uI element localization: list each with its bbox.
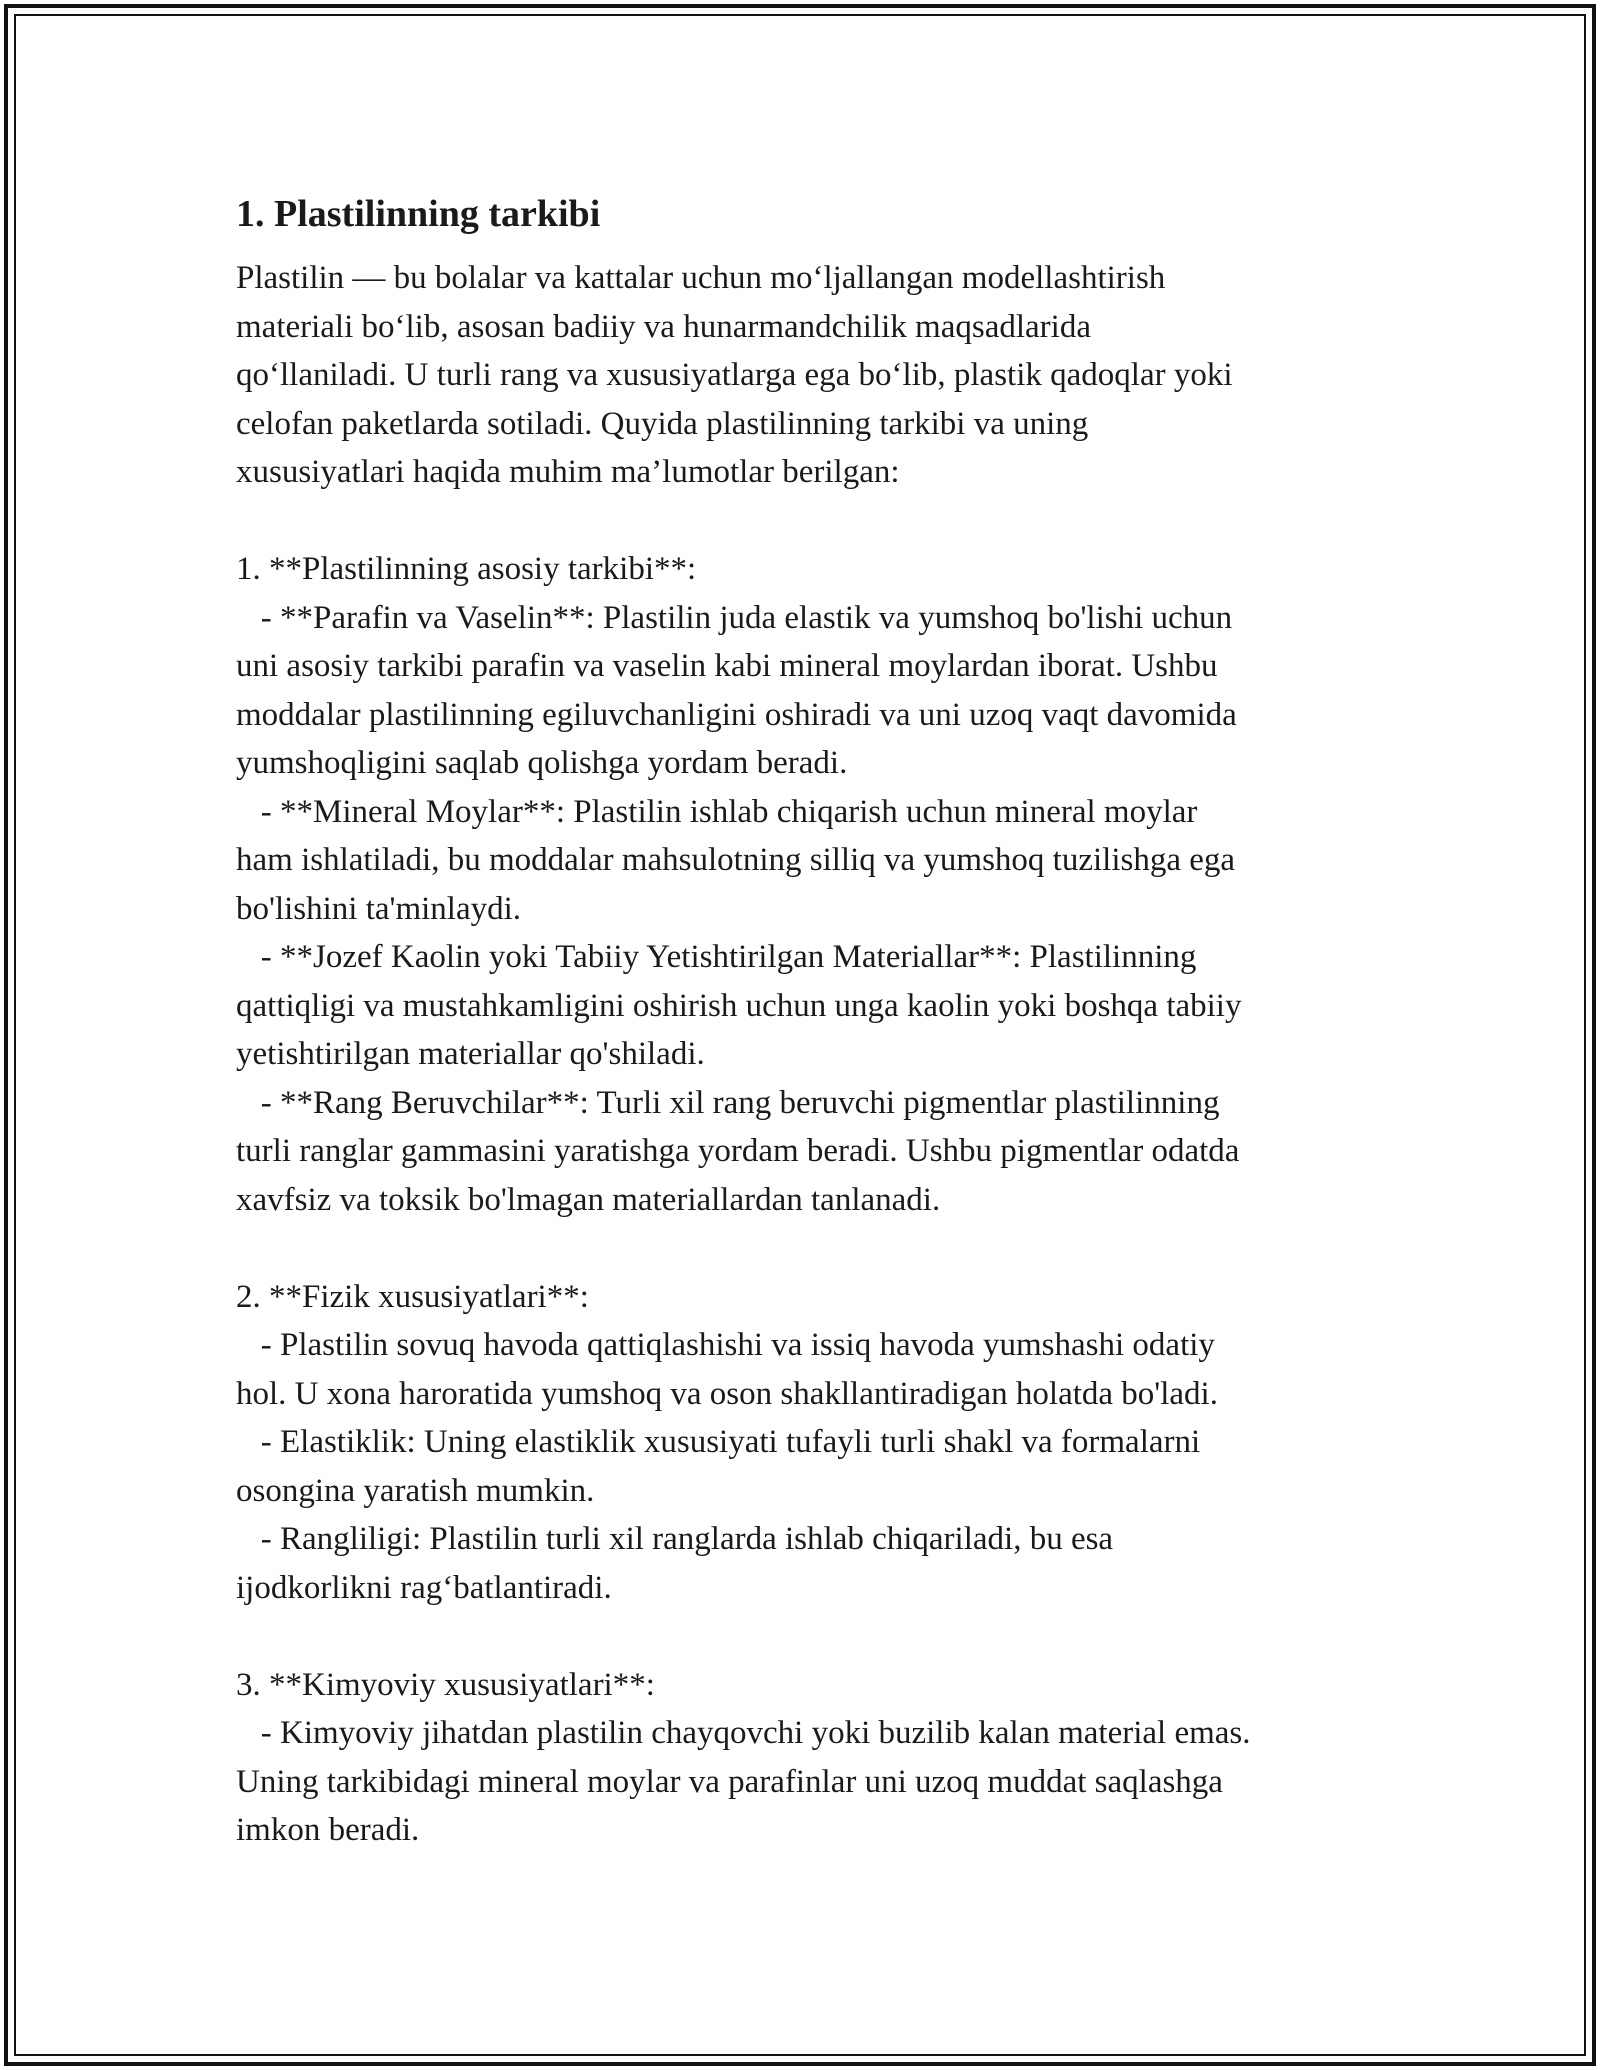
text-line: qattiqligi va mustahkamligini oshirish uchun unga kaolin yoki boshqa tabiiy [236, 987, 1242, 1024]
text-line: moddalar plastilinning egiluvchanligini oshiradi va uni uzoq vaqt davomida [236, 696, 1237, 733]
text-line: ijodkorlikni rag‘batlantiradi. [236, 1569, 612, 1606]
text-line: xususiyatlari haqida muhim ma’lumotlar berilgan: [236, 454, 900, 490]
section-title: 3. **Kimyoviy xususiyatlari**: [236, 1666, 655, 1703]
text-line: - **Jozef Kaolin yoki Tabiiy Yetishtirilgan Materiallar**: Plastilinning [236, 939, 1197, 975]
paragraph-gap [236, 1612, 1396, 1661]
document-heading: 1. Plastilinning tarkibi [236, 193, 601, 235]
text-line: materiali bo‘lib, asosan badiiy va hunarmandchilik maqsadlarida [236, 308, 1091, 345]
section-composition [236, 545, 1396, 1224]
paragraph-gap [236, 1224, 1396, 1273]
text-line: - Elastiklik: Uning elastiklik xususiyati tufayli turli shakl va formalarni [236, 1424, 1201, 1460]
text-line: - **Parafin va Vaselin**: Plastilin juda elastik va yumshoq bo'lishi uchun [236, 599, 1233, 636]
text-line: yumshoqligini saqlab qolishga yordam beradi. [236, 745, 848, 781]
section-physical-properties [236, 1273, 1396, 1613]
text-line: qo‘llaniladi. U turli rang va xususiyatlarga ega bo‘lib, plastik qadoqlar yoki [236, 357, 1233, 393]
intro-paragraph [236, 254, 1396, 497]
text-line: imkon beradi. [236, 1812, 420, 1848]
text-line: celofan paketlarda sotiladi. Quyida plastilinning tarkibi va uning [236, 405, 1089, 442]
text-line: ham ishlatiladi, bu moddalar mahsulotning silliq va yumshoq tuzilishga ega [236, 842, 1236, 878]
paragraph-gap [236, 497, 1396, 546]
text-line: xavfsiz va toksik bo'lmagan materiallardan tanlanadi. [236, 1181, 941, 1218]
section-chemical-properties [236, 1661, 1396, 1855]
text-line: - Plastilin sovuq havoda qattiqlashishi va issiq havoda yumshashi odatiy [236, 1327, 1215, 1363]
text-line: Plastilin — bu bolalar va kattalar uchun mo‘ljallangan modellashtirish [236, 260, 1166, 296]
text-line: - Kimyoviy jihatdan plastilin chayqovchi yoki buzilib kalan material emas. [236, 1715, 1251, 1751]
document-body [236, 186, 1396, 1855]
text-line: turli ranglar gammasini yaratishga yordam beradi. Ushbu pigmentlar odatda [236, 1133, 1240, 1169]
text-line: hol. U xona haroratida yumshoq va oson shakllantiradigan holatda bo'ladi. [236, 1375, 1218, 1412]
text-line: uni asosiy tarkibi parafin va vaselin kabi mineral moylardan iborat. Ushbu [236, 648, 1218, 684]
text-line: - **Mineral Moylar**: Plastilin ishlab chiqarish uchun mineral moylar [236, 793, 1198, 830]
text-line: bo'lishini ta'minlaydi. [236, 890, 522, 927]
text-line: - **Rang Beruvchilar**: Turli xil rang beruvchi pigmentlar plastilinning [236, 1084, 1220, 1121]
text-line: yetishtirilgan materiallar qo'shiladi. [236, 1036, 705, 1072]
section-title: 1. **Plastilinning asosiy tarkibi**: [236, 551, 697, 587]
text-line: Uning tarkibidagi mineral moylar va parafinlar uni uzoq muddat saqlashga [236, 1763, 1223, 1800]
section-title: 2. **Fizik xususiyatlari**: [236, 1278, 589, 1315]
text-line: osongina yaratish mumkin. [236, 1472, 595, 1509]
text-line: - Rangliligi: Plastilin turli xil ranglarda ishlab chiqariladi, bu esa [236, 1521, 1114, 1557]
